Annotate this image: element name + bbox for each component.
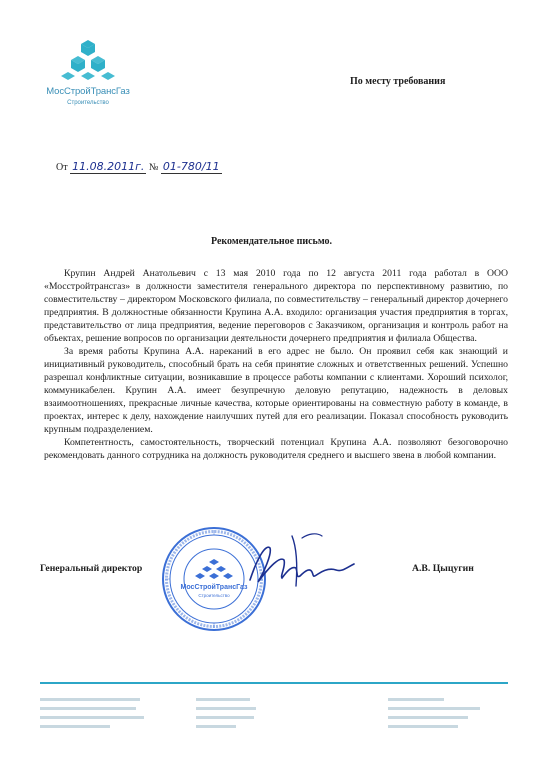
triangle-cubes-logo-icon bbox=[60, 38, 116, 84]
signatory-position: Генеральный директор bbox=[40, 563, 143, 574]
handwritten-date: 11.08.2011г. bbox=[72, 160, 145, 173]
body-paragraph: За время работы Крупина А.А. нареканий в его адрес не было. Он проявил себя как знающий и инициативный руководитель, способный брать на себя принятие сложных и ответственных решений. Успешно разрешал конфликтные ситуации, возникавшие в процессе работы компании с клиентами. Хороший психолог, коммуникабелен. Крупин А.А. имеет безупречную деловую репутацию, надежность в деловых взаимоотношениях, прекрасные личные качества, которые ориентированы на совместную работу в команде, в проектах, интерес к делу, нахождение наилучших путей для его реализации. Показал способность руководить крупным подразделением. bbox=[44, 346, 508, 435]
footer-rule bbox=[40, 682, 508, 684]
number-label: № bbox=[148, 162, 159, 173]
footer-address bbox=[388, 696, 488, 740]
handwritten-number: 01-780/11 bbox=[162, 160, 220, 173]
letter-title: Рекомендательное письмо. bbox=[210, 236, 333, 247]
stamp-name: МосСтройТрансГаз bbox=[180, 584, 248, 591]
stamp-subtitle: Строительство bbox=[198, 593, 230, 598]
company-name: МосСтройТрансГаз bbox=[46, 86, 130, 97]
handwritten-signature bbox=[236, 526, 366, 596]
footer-company-details bbox=[40, 696, 150, 740]
company-subtitle: Строительство bbox=[67, 100, 109, 106]
reference-line bbox=[56, 160, 222, 174]
body-paragraph: Компетентность, самостоятельность, творческий потенциал Крупина А.А. позволяют безоговорочно рекомендовать данного сотрудника на должность руководителя среднего и высшего звена в любой компании. bbox=[44, 437, 508, 461]
letter-body bbox=[44, 267, 508, 462]
addressee: По месту требования bbox=[350, 76, 446, 87]
date-prefix: От bbox=[56, 162, 68, 173]
signatory-name: А.В. Цыцугин bbox=[412, 563, 474, 574]
body-paragraph: Крупин Андрей Анатольевич с 13 мая 2010 года по 12 августа 2011 года работал в ООО «Мосстройтрансгаз» в должности заместителя генерального директора по перспективному развитию, по совместительству – директором Московского филиала, по совместительству – генеральный директор дочернего предприятия. В должностные обязанности Крупина А.А. входило: организация участия предприятия в торгах, представительство от лица предприятия, ведение переговоров с Заказчиком, организация и контроль работ на объектах, решение вопросов по организации деятельности дочернего предприятия и филиала Общества. bbox=[44, 268, 508, 344]
company-logo bbox=[32, 38, 142, 122]
footer-contacts bbox=[196, 696, 266, 740]
